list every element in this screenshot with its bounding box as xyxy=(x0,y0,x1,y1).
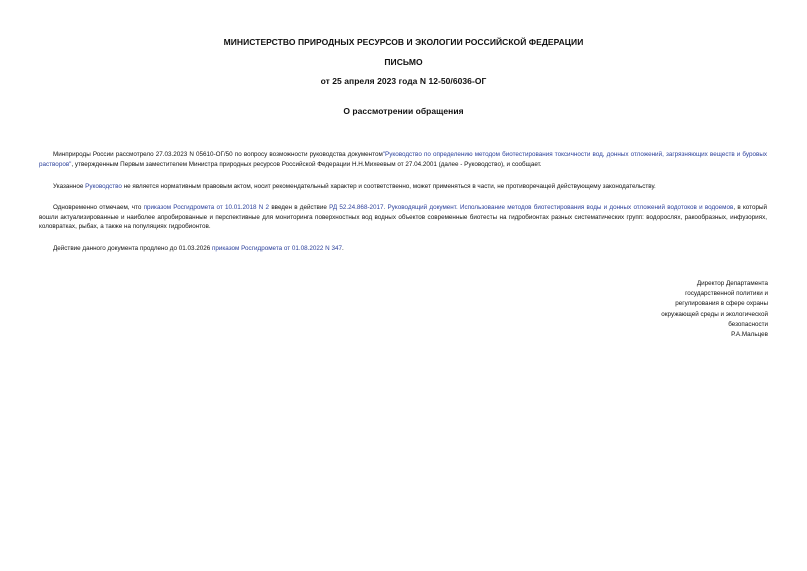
link-guidance-short[interactable]: Руководство xyxy=(85,183,122,191)
paragraph-4 xyxy=(39,244,767,254)
signature-line: регулирования в сфере охраны xyxy=(675,300,768,308)
document-type-heading: ПИСЬМО xyxy=(384,57,423,67)
paragraph-2-text-2: не является нормативным правовым актом, носит рекомендательный характер и соответственно, может применяться в части, не противоречащей действующему законодательству. xyxy=(121,183,656,191)
signature-name: Р.А.Мальцев xyxy=(731,331,768,339)
paragraph-2-text-1: Указанное xyxy=(53,183,86,191)
paragraph-2 xyxy=(39,182,767,192)
paragraph-3-text-2: введен в действие xyxy=(269,204,330,212)
signature-line: государственной политики и xyxy=(685,290,768,298)
paragraph-4-text-1: Действие данного документа продлено до 01.03.2026 xyxy=(53,245,212,253)
paragraph-1 xyxy=(39,150,767,169)
paragraph-3 xyxy=(39,203,767,232)
paragraph-1-text-2: , утвержденным Первым заместителем Министра природных ресурсов Российской Федерации Н.Н.Михеевым от 27.04.2001 (далее - Руководство), и сообщает. xyxy=(71,160,542,168)
link-roshydromet-order-2018[interactable]: приказом Росгидромета от 10.01.2018 N 2 xyxy=(143,204,270,212)
link-guidance-document[interactable]: "Руководство по определению методом биотестирования токсичности вод, донных отложений, загрязняющих веществ и буровых растворов" xyxy=(39,151,767,168)
signature-line: окружающей среды и экологической xyxy=(661,310,768,318)
link-rd-52-24-868-2017[interactable]: РД 52.24.868-2017. Руководящий документ. Использование методов биотестирования воды и донных отложений водотоков и водоемов xyxy=(329,204,734,212)
paragraph-4-text-2: . xyxy=(341,245,344,253)
signature-line: Директор Департамента xyxy=(696,280,768,287)
link-roshydromet-order-2022[interactable]: приказом Росгидромета от 01.08.2022 N 347 xyxy=(211,245,342,253)
document-date-number: от 25 апреля 2023 года N 12-50/6036-ОГ xyxy=(320,76,487,86)
document-subject: О рассмотрении обращения xyxy=(343,106,464,116)
paragraph-3-text-3: , в который вошли актуализированные и наиболее апробированные и перспективные для мониторинга поверхностных вод водных объектов современные биотесты на гидробионтах разных систематических групп: водорослях, ракообразных, инфузориях, коловратках, рыбах, а также на популяциях гидробионтов. xyxy=(39,204,768,231)
signature-block xyxy=(608,279,768,340)
ministry-heading: МИНИСТЕРСТВО ПРИРОДНЫХ РЕСУРСОВ И ЭКОЛОГИИ РОССИЙСКОЙ ФЕДЕРАЦИИ xyxy=(223,37,584,47)
signature-line: безопасности xyxy=(728,320,768,328)
paragraph-3-text-1: Одновременно отмечаем, что xyxy=(53,204,144,212)
paragraph-1-text-1: Минприроды России рассмотрело 27.03.2023 N 05610-ОГ/50 по вопросу возможности руководства документом xyxy=(53,151,383,159)
